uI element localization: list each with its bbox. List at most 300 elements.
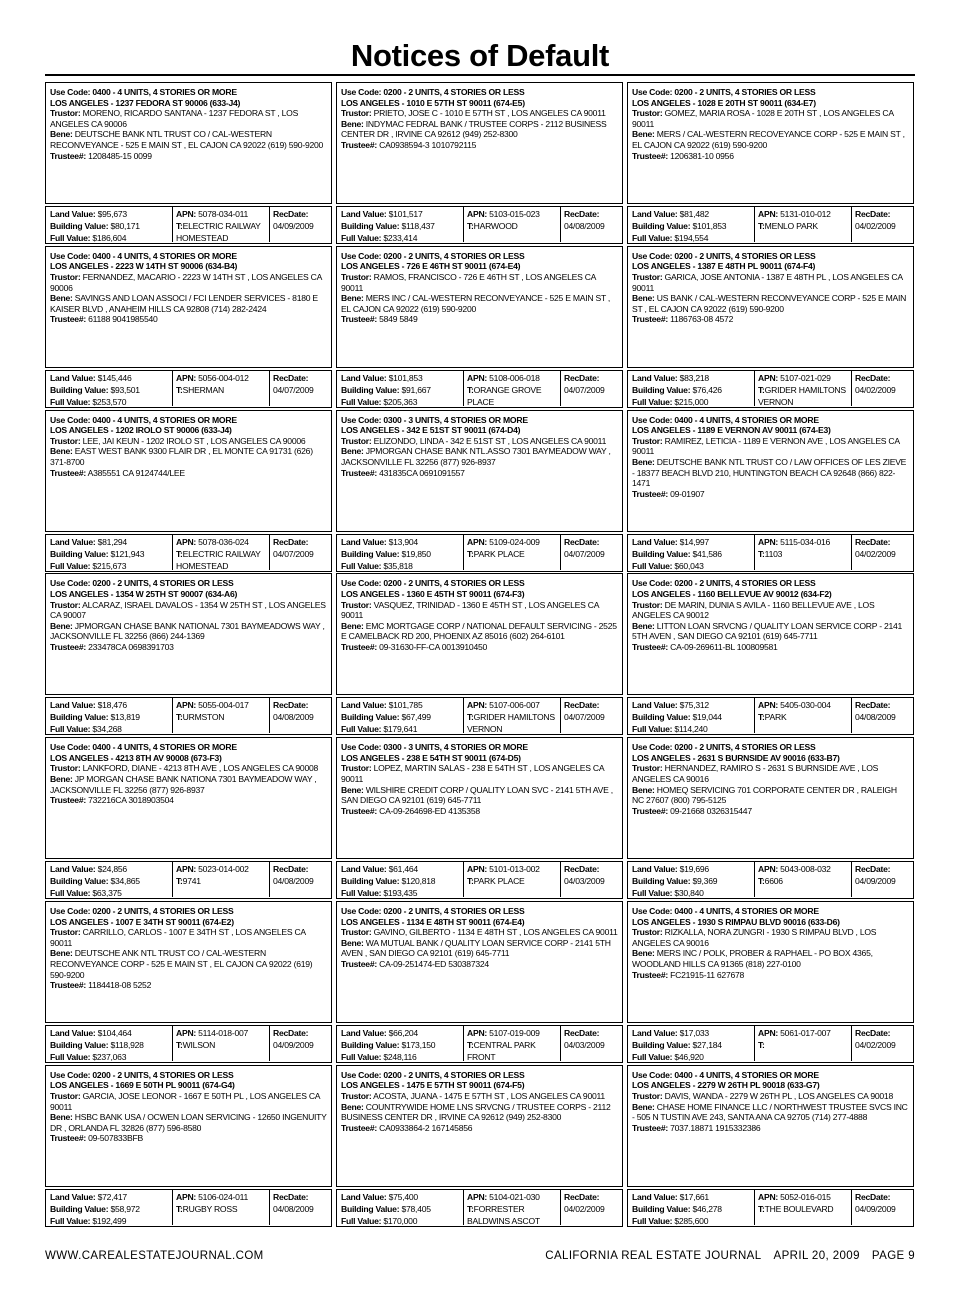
apn-line (467, 863, 557, 875)
notice-text-box (336, 901, 623, 1023)
recdate-label: RecDate: (273, 372, 309, 383)
full-value-label: Full Value: (341, 560, 382, 571)
notice-text-box (627, 573, 914, 695)
land-value: $101,517 (388, 209, 423, 219)
notice-record (336, 901, 623, 1065)
recdate-label: RecDate: (564, 864, 600, 875)
building-value: $93,501 (110, 384, 140, 395)
apn-label: APN: (758, 700, 779, 711)
trustor-value: RAMOS, FRANCISCO - 726 E 46TH ST , LOS ANGELES CA 90011 (341, 271, 596, 293)
land-value-label: Land Value: (632, 700, 678, 711)
land-value-line (632, 1191, 750, 1203)
trustee-number-line (341, 1123, 618, 1134)
trustee-number-label: Trustee#: (50, 641, 86, 652)
property-headline: LOS ANGELES - 1028 E 20TH ST 90011 (634-E7) (632, 97, 816, 108)
recdate-column (561, 1026, 621, 1061)
beneficiary-value: EMC MORTGAGE CORP / NATIONAL DEFAULT SERVICING - 2525 E CAMELBACK RD 200, PHOENIX AZ 85016 (602) 264-6101 (341, 620, 617, 642)
values-box (336, 861, 623, 899)
recdate-label: RecDate: (855, 1191, 891, 1202)
property-headline: LOS ANGELES - 2223 W 14TH ST 90006 (634-B4) (50, 261, 238, 272)
land-value: $17,661 (679, 1191, 709, 1202)
apn-value: 5107-021-029 (780, 372, 831, 383)
full-value: $205,363 (383, 396, 418, 407)
trustor-label: Trustor: (341, 927, 372, 938)
full-value: $192,499 (92, 1215, 127, 1226)
trustor-value: ELIZONDO, LINDA - 342 E 51ST ST , LOS ANGELES CA 90011 (373, 435, 607, 446)
building-value-line (341, 875, 459, 887)
apn-column (173, 862, 270, 897)
full-value-line (632, 560, 750, 572)
apn-column (173, 698, 270, 733)
trustor-label: Trustor: (632, 763, 663, 774)
trustor-value: FERNANDEZ, MACARIO - 2223 W 14TH ST , LOS ANGELES CA 90006 (50, 271, 322, 293)
recdate-value: 04/08/2009 (273, 876, 314, 887)
apn-line (758, 699, 848, 711)
building-value: $76,426 (692, 384, 722, 395)
beneficiary-value: WILSHIRE CREDIT CORP / QUALITY LOAN SVC - 2141 5TH AVE , SAN DIEGO CA 92101 (619) 645-7711 (341, 784, 613, 806)
values-box (45, 370, 332, 408)
apn-value: 5107-019-009 (489, 1027, 540, 1038)
beneficiary-line (341, 785, 618, 806)
building-value-label: Building Value: (341, 1203, 400, 1214)
trustee-number-label: Trustee#: (341, 1122, 377, 1133)
tract-value: FORRESTER (473, 1203, 525, 1214)
trustee-number-label: Trustee#: (632, 641, 668, 652)
apn-value: 5052-016-015 (780, 1191, 831, 1202)
land-value-label: Land Value: (632, 1191, 678, 1202)
beneficiary-value: DEUTSCHE BANK NTL TRUST CO / LAW OFFICES OF LES ZIEVE - 18377 BEACH BLVD 210, HUNTINGTON BEACH CA 92648 (866) 822-1471 (632, 456, 907, 489)
notice-record (45, 246, 332, 410)
land-value-line (50, 699, 168, 711)
apn-value: 5405-030-004 (780, 700, 831, 711)
values-column (337, 371, 464, 406)
land-value: $19,696 (679, 864, 709, 875)
beneficiary-label: Bene: (50, 948, 73, 959)
trustee-number-value: 431835CA 0691091557 (379, 467, 465, 478)
land-value-label: Land Value: (50, 372, 96, 383)
tract-label: T: (176, 221, 183, 231)
values-column (46, 535, 173, 570)
tract-label: T: (176, 1039, 183, 1050)
land-value-label: Land Value: (632, 864, 678, 875)
recdate-label: RecDate: (855, 864, 891, 875)
tract-line (758, 220, 848, 232)
notices-grid (45, 82, 915, 1229)
apn-line (176, 372, 266, 384)
recdate-column (270, 371, 330, 406)
apn-line (467, 1027, 557, 1039)
land-value-line (632, 372, 750, 384)
trustee-number-label: Trustee#: (50, 314, 86, 325)
values-column (46, 862, 173, 897)
trustee-number-label: Trustee#: (341, 641, 377, 652)
beneficiary-line (50, 621, 327, 642)
trustor-value: PRIETO, JOSE C - 1010 E 57TH ST , LOS ANGELES CA 90011 (373, 108, 606, 119)
beneficiary-line (632, 621, 909, 642)
tract-value: HARWOOD (473, 221, 518, 231)
tract-line (176, 1039, 266, 1051)
recdate-column (561, 371, 621, 406)
apn-label: APN: (176, 1027, 197, 1038)
notice-record (336, 82, 623, 246)
land-value-line (632, 208, 750, 220)
land-value-line (50, 536, 168, 548)
full-value-line (632, 1051, 750, 1063)
tract-value: 6606 (764, 876, 783, 887)
building-value: $120,818 (401, 876, 436, 887)
land-value-label: Land Value: (341, 864, 387, 875)
trustee-number-label: Trustee#: (341, 314, 377, 325)
tract-label: T: (467, 221, 474, 231)
apn-label: APN: (467, 700, 488, 711)
tract-line-2: VERNON (758, 396, 794, 407)
full-value: $30,840 (674, 888, 704, 899)
apn-line (758, 863, 848, 875)
tract-line-2: PLACE (467, 396, 494, 407)
building-value-line (632, 875, 750, 887)
full-value: $63,375 (92, 888, 122, 899)
full-value: $215,000 (674, 396, 709, 407)
full-value-label: Full Value: (341, 396, 382, 407)
land-value: $145,446 (97, 372, 132, 383)
apn-column (464, 1026, 561, 1061)
recdate-label: RecDate: (855, 209, 891, 219)
building-value-line (632, 1039, 750, 1051)
trustee-number-line (50, 151, 327, 162)
notice-text-box (336, 82, 623, 204)
trustee-number-label: Trustee#: (632, 314, 668, 325)
beneficiary-line (341, 938, 618, 959)
building-value: $67,499 (401, 712, 431, 723)
trustor-label: Trustor: (341, 108, 372, 119)
full-value-line (341, 1051, 459, 1063)
apn-value: 5061-017-007 (780, 1027, 831, 1038)
trustor-label: Trustor: (632, 435, 663, 446)
recdate-label: RecDate: (564, 372, 600, 383)
footer-page: PAGE 9 (871, 1250, 915, 1262)
beneficiary-label: Bene: (50, 293, 73, 304)
full-value-line (341, 1215, 459, 1227)
tract-label: T: (467, 1039, 474, 1050)
recdate-value: 04/03/2009 (564, 876, 605, 887)
beneficiary-label: Bene: (341, 784, 364, 795)
values-box (336, 534, 623, 572)
trustee-number-value: 5849 5849 (379, 314, 418, 325)
values-box (45, 534, 332, 572)
property-headline: LOS ANGELES - 1134 E 48TH ST 90011 (674-E4) (341, 916, 525, 927)
beneficiary-line (341, 621, 618, 642)
recdate-value: 04/02/2009 (564, 1203, 605, 1214)
building-value-line (50, 548, 168, 560)
notice-record (627, 82, 914, 246)
land-value-label: Land Value: (341, 536, 387, 547)
building-value-label: Building Value: (632, 1203, 691, 1214)
full-value-label: Full Value: (50, 233, 91, 243)
full-value-line (341, 560, 459, 572)
beneficiary-label: Bene: (632, 293, 655, 304)
values-column (337, 535, 464, 570)
trustee-number-line (341, 468, 618, 479)
trustee-number-value: CA0933864-2 167145856 (379, 1122, 473, 1133)
trustor-label: Trustor: (341, 271, 372, 282)
trustor-value: DE MARIN, DUNIA S AVILA - 1160 BELLEVUE AVE , LOS ANGELES CA 90012 (632, 599, 875, 621)
use-code: Use Code: 0200 - 2 UNITS, 4 STORIES OR LESS (341, 87, 525, 97)
full-value: $237,063 (92, 1051, 127, 1062)
land-value: $75,312 (679, 700, 709, 711)
use-code: Use Code: 0400 - 4 UNITS, 4 STORIES OR MORE (50, 87, 237, 97)
trustee-number-line (50, 642, 327, 653)
beneficiary-line (50, 446, 327, 467)
full-value-label: Full Value: (632, 560, 673, 571)
land-value-line (632, 536, 750, 548)
recdate-column (270, 207, 330, 242)
land-value-line (341, 1027, 459, 1039)
recdate-value: 04/09/2009 (273, 221, 314, 231)
beneficiary-line (50, 129, 327, 150)
trustor-line (632, 600, 909, 621)
recdate-label: RecDate: (564, 700, 600, 711)
building-value: $80,171 (110, 221, 140, 231)
use-code: Use Code: 0200 - 2 UNITS, 4 STORIES OR LESS (50, 578, 234, 589)
full-value-line (632, 232, 750, 244)
full-value-label: Full Value: (50, 888, 91, 899)
building-value: $78,405 (401, 1203, 431, 1214)
trustee-number-line (341, 642, 618, 653)
full-value-line (632, 723, 750, 735)
tract-label: T: (758, 1203, 765, 1214)
tract-line (176, 711, 266, 723)
land-value-line (341, 1191, 459, 1203)
apn-label: APN: (758, 1027, 779, 1038)
apn-value: 5109-024-009 (489, 536, 540, 547)
trustee-number-value: 09-01907 (670, 488, 705, 499)
trustor-line (632, 927, 909, 948)
land-value-label: Land Value: (341, 209, 387, 219)
building-value-label: Building Value: (341, 384, 400, 395)
values-box (45, 697, 332, 735)
notice-text-box (336, 410, 623, 532)
beneficiary-value: MERS INC / CAL-WESTERN RECONVEYANCE - 525 E MAIN ST , EL CAJON CA 92022 (619) 590-9200 (341, 293, 611, 314)
tract-line (467, 1039, 557, 1051)
building-value-label: Building Value: (50, 384, 109, 395)
notice-record (627, 1065, 914, 1229)
building-value-line (632, 711, 750, 723)
values-column (46, 1026, 173, 1061)
building-value-line (50, 1039, 168, 1051)
trustee-number-label: Trustee#: (341, 958, 377, 969)
trustee-number-label: Trustee#: (50, 795, 86, 806)
full-value: $193,435 (383, 888, 418, 899)
footer-date: APRIL 20, 2009 (773, 1250, 860, 1262)
trustee-number-value: 1186763-08 4572 (670, 314, 734, 325)
column (336, 82, 623, 1229)
trustor-value: LANKFORD, DIANE - 4213 8TH AVE , LOS ANGELES CA 90008 (82, 763, 319, 774)
beneficiary-value: HOMEQ SERVICING 701 CORPORATE CENTER DR , RALEIGH NC 27607 (800) 795-5125 (632, 784, 897, 806)
tract-line (176, 1203, 266, 1215)
trustee-number-value: CA0938594-3 1010792115 (379, 139, 477, 150)
values-box (336, 206, 623, 244)
tract-label: T: (467, 384, 474, 395)
apn-label: APN: (467, 864, 488, 875)
apn-value: 5114-018-007 (198, 1027, 249, 1038)
tract-line (758, 1203, 848, 1215)
tract-line (176, 384, 266, 396)
trustee-number-label: Trustee#: (341, 805, 377, 816)
land-value-line (341, 863, 459, 875)
trustee-number-label: Trustee#: (50, 150, 86, 161)
building-value: $58,972 (110, 1203, 140, 1214)
trustor-label: Trustor: (632, 927, 663, 938)
tract-label: T: (176, 384, 183, 395)
notice-record (627, 737, 914, 901)
land-value: $72,417 (97, 1191, 127, 1202)
apn-column (464, 371, 561, 406)
column (627, 82, 914, 1229)
recdate-value: 04/08/2009 (855, 712, 896, 723)
building-value-line (50, 220, 168, 232)
trustor-label: Trustor: (632, 1090, 663, 1101)
tract-line-2: FRONT (467, 1051, 496, 1062)
values-column (337, 207, 464, 242)
full-value: $233,414 (383, 233, 418, 243)
apn-line (758, 1027, 848, 1039)
recdate-value: 04/07/2009 (273, 548, 314, 559)
tract-value: PARK PLACE (473, 548, 525, 559)
trustor-value: VASQUEZ, TRINIDAD - 1360 E 45TH ST , LOS ANGELES CA 90011 (341, 599, 599, 621)
full-value: $248,116 (383, 1051, 417, 1062)
land-value-label: Land Value: (50, 1027, 96, 1038)
beneficiary-label: Bene: (50, 446, 73, 457)
tract-line (176, 548, 266, 560)
trustee-number-line (632, 642, 909, 653)
trustee-number-value: 732216CA 3018903504 (88, 795, 174, 806)
property-headline: LOS ANGELES - 1237 FEDORA ST 90006 (633-J4) (50, 97, 241, 108)
property-headline: LOS ANGELES - 1007 E 34TH ST 90011 (674-E2) (50, 916, 234, 927)
tract-line (758, 875, 848, 887)
apn-value: 5043-008-032 (780, 864, 831, 875)
footer-publication: CALIFORNIA REAL ESTATE JOURNAL (545, 1250, 762, 1262)
building-value: $19,850 (401, 548, 431, 559)
trustor-line (341, 763, 618, 784)
title-rule (45, 74, 915, 76)
values-box (45, 1025, 332, 1063)
values-column (46, 698, 173, 733)
property-headline: LOS ANGELES - 1475 E 57TH ST 90011 (674-F5) (341, 1080, 525, 1091)
apn-value: 5104-021-030 (489, 1191, 540, 1202)
building-value-line (341, 548, 459, 560)
beneficiary-label: Bene: (341, 1101, 364, 1112)
apn-value: 5078-036-024 (198, 536, 249, 547)
tract-value: ELECTRIC RAILWAY (182, 548, 261, 559)
land-value-line (341, 699, 459, 711)
values-column (337, 862, 464, 897)
apn-value: 5131-010-012 (780, 209, 831, 219)
apn-column (755, 698, 852, 733)
full-value-line (632, 887, 750, 899)
building-value-label: Building Value: (50, 221, 109, 231)
land-value-label: Land Value: (341, 1191, 387, 1202)
use-code: Use Code: 0300 - 3 UNITS, 4 STORIES OR MORE (341, 742, 528, 753)
tract-label: T: (758, 1039, 765, 1050)
beneficiary-value: MERS INC / POLK, PROBER & RAPHAEL - PO BOX 4365, WOODLAND HILLS CA 91365 (818) 227-0100 (632, 948, 873, 969)
tract-label: T: (758, 876, 765, 887)
recdate-column (852, 698, 912, 733)
apn-column (755, 535, 852, 570)
use-code: Use Code: 0200 - 2 UNITS, 4 STORIES OR LESS (632, 578, 816, 589)
trustee-number-value: 61188 9041985540 (88, 314, 158, 325)
tract-value: URMSTON (182, 712, 225, 723)
building-value: $34,865 (110, 876, 140, 887)
building-value: $46,278 (692, 1203, 722, 1214)
use-code: Use Code: 0400 - 4 UNITS, 4 STORIES OR MORE (50, 742, 237, 753)
beneficiary-value: US BANK / CAL-WESTERN RECONVEYANCE CORP - 525 E MAIN ST , EL CAJON CA 92022 (619) 590-9200 (632, 293, 907, 314)
land-value: $83,218 (679, 372, 709, 383)
tract-line-2: HOMESTEAD (176, 560, 229, 571)
apn-value: 5107-006-007 (489, 700, 540, 711)
trustee-number-line (632, 489, 909, 500)
trustee-number-line (50, 468, 327, 479)
land-value-line (50, 1027, 168, 1039)
apn-value: 5056-004-012 (198, 372, 249, 383)
building-value-label: Building Value: (632, 1039, 691, 1050)
recdate-column (270, 862, 330, 897)
recdate-value: 04/02/2009 (855, 548, 896, 559)
beneficiary-label: Bene: (632, 456, 655, 467)
recdate-value: 04/08/2009 (273, 1203, 314, 1214)
trustor-line (341, 436, 618, 447)
full-value-label: Full Value: (341, 233, 382, 243)
full-value: $114,240 (674, 724, 708, 735)
full-value-line (632, 396, 750, 408)
recdate-value: 04/07/2009 (273, 384, 314, 395)
trustee-number-label: Trustee#: (341, 139, 377, 150)
full-value-line (50, 560, 168, 572)
building-value-line (341, 711, 459, 723)
building-value-line (632, 1203, 750, 1215)
notice-text-box (45, 573, 332, 695)
values-box (336, 1025, 623, 1063)
recdate-column (561, 698, 621, 733)
trustor-label: Trustor: (50, 108, 81, 119)
values-column (46, 371, 173, 406)
tract-line (758, 548, 848, 560)
beneficiary-value: INDYMAC FEDRAL BANK / TRUSTEE CORPS - 2112 BUSINESS CENTER DR , IRVINE CA 92612 (949) 252-8300 (341, 118, 607, 140)
land-value: $95,673 (97, 209, 127, 219)
values-box (45, 861, 332, 899)
trustor-line (50, 927, 327, 948)
apn-column (755, 1026, 852, 1061)
trustor-value: HERNANDEZ, RAMIRO S - 2631 S BURNSIDE AVE , LOS ANGELES CA 90016 (632, 763, 879, 784)
building-value-line (341, 384, 459, 396)
use-code: Use Code: 0200 - 2 UNITS, 4 STORIES OR LESS (50, 905, 234, 916)
recdate-value: 04/02/2009 (855, 384, 896, 395)
tract-value: THE BOULEVARD (764, 1203, 834, 1214)
trustee-number-label: Trustee#: (50, 467, 86, 478)
building-value: $9,369 (692, 876, 718, 887)
land-value: $14,997 (679, 536, 709, 547)
notice-text-box (627, 901, 914, 1023)
notice-record (45, 410, 332, 574)
building-value: $13,819 (110, 712, 140, 723)
land-value: $18,476 (97, 700, 127, 711)
trustor-line (50, 436, 327, 447)
trustor-line (632, 1091, 909, 1102)
apn-line (176, 536, 266, 548)
beneficiary-label: Bene: (50, 1112, 73, 1123)
footer-website: WWW.CAREALESTATEJOURNAL.COM (45, 1250, 264, 1262)
tract-label: T: (467, 712, 474, 723)
full-value-line (341, 396, 459, 408)
